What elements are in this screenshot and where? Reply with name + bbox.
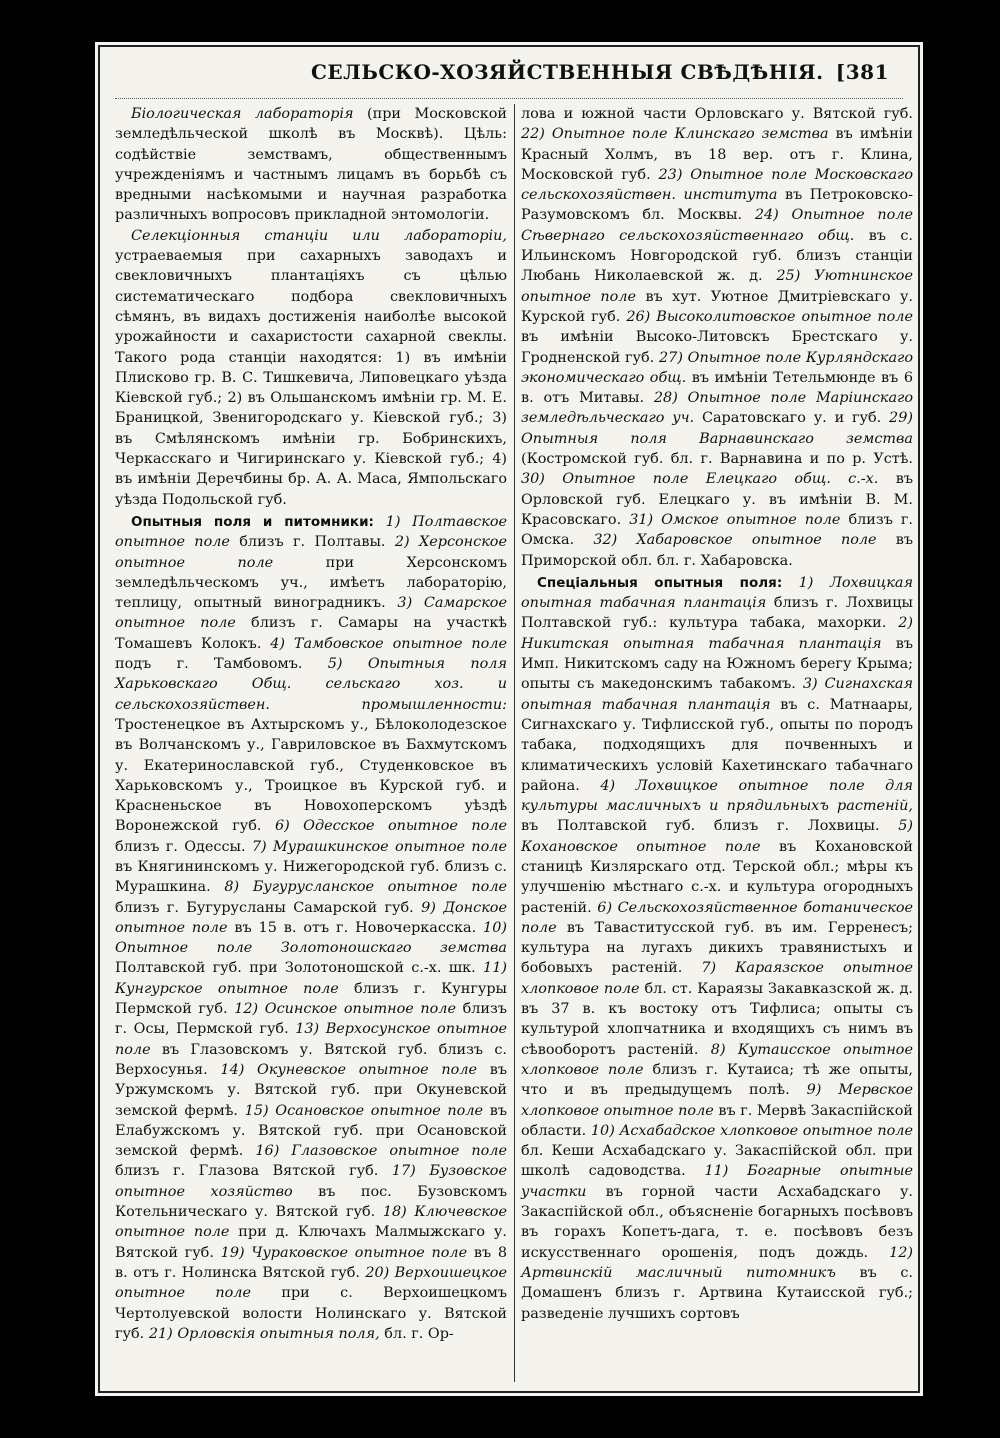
text: въ г. Мервѣ Закаспійской области. [521, 1102, 913, 1139]
term: 10) Опытное поле Золотоношскаго земства [115, 919, 507, 957]
term: 26) Высоколитовское опытное поле [620, 308, 913, 325]
text: въ Уржумскомъ у. Вятской губ. при Окуневской земской фермѣ. [115, 1061, 507, 1119]
text: въ имѣніи Тетельмюнде въ 6 в. отъ Митавы. [521, 369, 913, 407]
page-number: [381 [835, 60, 889, 84]
term: 4) Лохвицкое опытное поле для культуры масличныхъ и прядильныхъ растеній, [521, 777, 913, 815]
text: въ Орловской губ. Елецкаго у. въ имѣніи В. М. Красовскаго. [521, 471, 913, 528]
term: 7) Караязское опытное хлопковое поле [521, 960, 913, 997]
right-column [521, 104, 913, 1324]
text: при Херсонскомъ земледѣльческомъ уч., имѣетъ лабораторію, теплицу, опытный виноградникъ. [115, 554, 507, 612]
left-column [115, 104, 507, 1344]
paragraph-special-fields [521, 573, 913, 1324]
text: близъ г. Лохвицы Полтавской губ.: культура табака, махорки. [521, 595, 913, 632]
text: въ пос. Бузовскомъ Котельническаго у. Вятской губ. [115, 1183, 508, 1221]
book-page [95, 42, 923, 1396]
term: 21) Орловскія опытныя поля, [144, 1325, 380, 1342]
text: въ имѣніи Высоко-Литовскъ Брестскаго у. Гродненской губ. [521, 329, 913, 366]
text: близъ г. Глазова Вятской губ. [115, 1163, 379, 1180]
term: 9) Мервское хлопковое опытное поле [521, 1082, 913, 1119]
term: 14) Окуневское опытное поле [207, 1061, 478, 1078]
term: 11) Богарные опытные участки [521, 1163, 913, 1200]
text: близъ г. Кунгуры Пермской губ. [115, 980, 507, 1018]
text: въ Глазовскомъ у. Вятской губ. близъ с. Верхосунья. [115, 1041, 507, 1078]
term: 22) Опытное поле Клинскаго земства [521, 126, 829, 143]
text: Саратовскаго у. и губ. [694, 410, 882, 427]
text: въ Приморской обл. бл. г. Хабаровска. [521, 532, 913, 569]
term: 8) Кутаисское опытное хлопковое поле [521, 1041, 913, 1078]
text: близъ г. Осы, Пермской губ. [115, 1001, 508, 1038]
text: въ горной части Асхабадскаго у. Закаспійской обл., объясненіе богарныхъ посѣвовъ въ горахъ Копетъ-дага, т. е. посѣвовъ безъ искусственнаго орошенія, подъ дождь. [521, 1183, 913, 1261]
text: въ Полтавской губ. близъ г. Лохвицы. [521, 818, 880, 835]
text: близъ г. Одессы. [115, 838, 246, 855]
term: 7) Мурашкинское опытное поле [245, 838, 507, 855]
header-rule [115, 98, 903, 99]
term: 29) Опытныя поля Варнавинскаго земства [521, 410, 913, 447]
text: (при Московской земледѣльческой школѣ въ Москвѣ). Цѣль: содѣйствіе земствамъ, общественнымъ учрежденіямъ и частнымъ лицамъ въ борьбѣ съ вредными насѣкомыми и научная разработка различныхъ вопросовъ прикладной энтомологіи. [115, 106, 508, 224]
running-title: СЕЛЬСКО-ХОЗЯЙСТВЕННЫЯ СВѢДѢНІЯ. [311, 60, 824, 84]
term: 13) Верхосунское опытное поле [115, 1021, 507, 1058]
text: въ Имп. Никитскомъ саду на Южномъ берегу Крыма; опыты съ македонскимъ табакомъ. [521, 635, 913, 693]
text: Полтавской губ. при Золотоношской с.-х. шк. [115, 960, 476, 977]
paragraph-selection-stations [115, 226, 507, 510]
term: 11) Кунгурское опытное поле [115, 960, 507, 997]
term: 25) Уютнинское опытное поле [521, 268, 913, 305]
text: бл. Кеши Асхабадскаго у. Закаспійской обл. при школѣ садоводства. [521, 1143, 913, 1180]
text: при с. Верхоишецкомъ Чертолуевской волости Нолинскаго у. Вятской губ. [115, 1285, 507, 1342]
column-divider [514, 104, 515, 1382]
text: Тростенецкое въ Ахтырскомъ у., Бѣлоколодезское въ Волчанскомъ у., Гавриловское въ Бахмутскомъ у. Екатеринославской губ., Студенковское въ Харьковскомъ у., Троицкое въ Курской губ. и Красненьское въ Новохоперскомъ уѣздѣ Воронежской губ. [115, 716, 507, 835]
paragraph-experimental-fields [115, 512, 507, 1344]
term: 18) Ключевское опытное поле [115, 1204, 507, 1241]
term: 3) Самарское опытное поле [115, 595, 507, 632]
term: 16) Глазовское опытное поле [243, 1143, 507, 1160]
text: въ имѣніи Красный Холмъ, въ 18 вер. отъ г. Клина, Московской губ. [521, 126, 913, 183]
text: лова и южной части Орловскаго у. Вятской губ. [521, 106, 913, 122]
term: 23) Опытное поле Московскаго сельскохозяйствен. института [521, 166, 913, 204]
term: Біологическая лабораторія [131, 106, 354, 122]
term: 19) Чураковское опытное поле [213, 1244, 468, 1261]
text: подъ г. Тамбовомъ. [115, 656, 303, 673]
section-heading: Спеціальныя опытныя поля: [537, 574, 783, 591]
text: близъ г. Омска. [521, 511, 914, 549]
text: близъ г. Бугурусланы Самарской губ. [115, 899, 414, 916]
text: въ с. Ильинскомъ Новгородской губ. близъ станціи Любань Николаевской ж. д. [521, 227, 913, 285]
text: при д. Ключахъ Малмыжскаго у. Вятской губ. [115, 1224, 507, 1261]
term: 15) Осановское опытное поле [238, 1102, 484, 1119]
text: (Костромской губ. бл. г. Варнавина и по р. Устѣ. [521, 451, 913, 468]
term: 20) Верхоишецкое опытное поле [115, 1264, 507, 1302]
paragraph-biological-laboratory [115, 104, 507, 226]
text: въ с. Домашенъ близъ г. Артвина Кутаисской губ.; разведеніе лучшихъ сортовъ [521, 1264, 914, 1322]
term: 6) Сельскохозяйственное ботаническое поле [521, 899, 913, 936]
text: бл. г. Ор- [379, 1325, 454, 1342]
text: въ Таваститусской губ. въ им. Герренесъ; культура на лугахъ дикихъ травянистыхъ и бобовыхъ растеній. [521, 919, 913, 977]
text: въ Елабужскомъ у. Вятской губ. при Осановской земской фермѣ. [115, 1102, 507, 1160]
text: въ Княгининскомъ у. Нижегородской губ. близъ с. Мурашкина. [115, 858, 507, 896]
text: бл. ст. Караязы Закавказской ж. д. въ 37 в. къ востоку отъ Тифлиса; опыты съ культурой хлопчатника и входящихъ съ нимъ въ сѣвооборотъ растеній. [521, 980, 913, 1058]
term: 6) Одесское опытное поле [261, 818, 507, 835]
text: въ Петроковско-Разумовскомъ бл. Москвы. [521, 187, 913, 224]
text: въ с. Матнаары, Сигнахскаго у. Тифлисской губ., опыты по породъ табака, подходящихъ для почвенныхъ и климатическихъ условій Кахетинскаго табачнаго района. [521, 696, 913, 794]
text: въ 15 в. отъ г. Новочеркасска. [227, 919, 477, 936]
term: 30) Опытное поле Елецкаго общ. с.-х. [521, 471, 879, 488]
term: 17) Бузовское опытное хозяйство [115, 1163, 507, 1200]
text: близъ г. Полтавы. [229, 534, 386, 551]
term: 12) Артвинскій масличный питомникъ [521, 1244, 913, 1281]
term: 27) Опытное поле Курляндскаго экономическаго общ. [521, 349, 913, 386]
term: 4) Тамбовское опытное поле [261, 635, 508, 652]
section-heading: Опытныя поля и питомники: [131, 513, 374, 530]
term: Селекціонныя станціи или лабораторіи, [131, 227, 507, 244]
term: 2) Херсонское опытное поле [115, 534, 507, 571]
running-header [115, 60, 903, 92]
text: устраеваемыя при сахарныхъ заводахъ и свекловичныхъ плантаціяхъ съ цѣлью систематическаго подбора свекловичныхъ сѣмянъ, въ видахъ достиженія наиболѣе высокой урожайности и сахаристости сахарной свеклы. Такого рода станціи находятся: 1) въ имѣніи Плисково гр. В. С. Тишкевича, Липовецкаго уѣзда Кіевской губ.; 2) въ Ольшанскомъ имѣніи гр. М. Е. Браницкой, Звенигородскаго у. Кіевской губ.; 3) въ Смѣлянскомъ имѣніи гр. Бобринскихъ, Черкасскаго и Чигиринскаго у. Кіевской губ.; 4) въ имѣніи Деречбины бр. А. А. Маса, Ямпольскаго уѣзда Подольской губ. [115, 248, 507, 508]
term: 1) Лохвицкая опытная табачная плантація [521, 574, 913, 612]
term: 3) Сигнахская опытная табачная плантація [521, 676, 914, 713]
text: въ хут. Уютное Дмитріевскаго у. Курской губ. [521, 288, 913, 325]
term: 2) Никитская опытная табачная плантація [521, 615, 913, 652]
term: 31) Омское опытное поле [621, 511, 841, 528]
text: въ Кохановской станицѣ Кизлярскаго отд. Терской обл.; мѣры къ улучшенію мѣстнаго с.-х. и культура огородныхъ растеній. [521, 838, 913, 916]
term: 12) Осинское опытное поле [227, 1001, 456, 1018]
term: 32) Хабаровское опытное поле [574, 532, 877, 549]
term: 5) Опытныя поля Харьковскаго Общ. сельскаго хоз. и сельскохозяйствен. промышленности: [115, 656, 507, 713]
text: близъ г. Кутаиса; тѣ же опыты, что и въ предыдущемъ полѣ. [521, 1061, 913, 1099]
text: въ 8 в. отъ г. Нолинска Вятской губ. [115, 1244, 508, 1281]
term: 5) Кохановское опытное поле [521, 818, 913, 855]
term: 1) Полтавское опытное поле [115, 513, 507, 551]
term: 10) Асхабадское хлопковое опытное поле [586, 1122, 913, 1139]
term: 9) Донское опытное поле [115, 899, 507, 936]
term: 24) Опытное поле Сѣвернаго сельскохозяйственнаго общ. [521, 207, 913, 244]
term: 8) Бугурусланское опытное поле [210, 879, 507, 896]
term: 28) Опытное поле Маріинскаго земледѣльческаго уч. [521, 390, 913, 427]
text: близъ г. Самары на участкѣ Томашевъ Колокъ. [115, 615, 507, 652]
paragraph-experimental-fields-continued [521, 104, 913, 571]
